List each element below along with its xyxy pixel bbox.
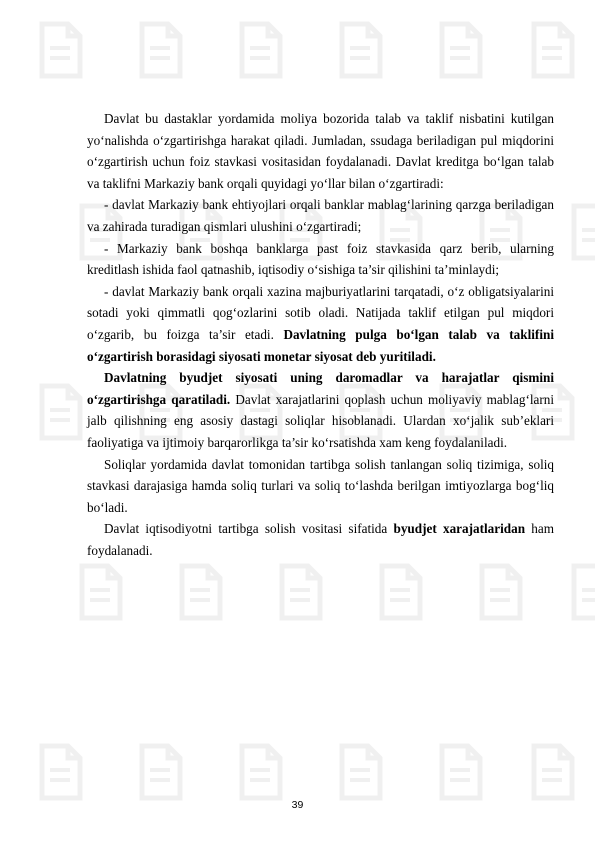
page-number: 39 [291, 799, 304, 811]
paragraph [87, 367, 554, 453]
paragraph [87, 194, 554, 237]
bold-text: byudjet xarajatlaridan [393, 521, 526, 537]
paragraph [87, 454, 554, 519]
document-watermark-icon [28, 380, 92, 444]
text-run: ham foydalanadi. [87, 521, 554, 558]
paragraph [87, 238, 554, 281]
paragraph [87, 108, 554, 194]
document-watermark-icon [428, 740, 492, 804]
document-watermark-icon [368, 560, 432, 624]
text-run: - davlat Markaziy bank ehtiyojlari orqali banklar mablag‘larining qarzga beriladigan va zahirada turadigan qismlari ulushini o‘zgartiradi; [87, 197, 554, 234]
document-watermark-icon [520, 740, 584, 804]
document-watermark-icon [560, 200, 595, 264]
document-watermark-icon [128, 18, 192, 82]
bold-text: Davlatning pulga bo‘lgan talab va taklifini o‘zgartirish borasidagi siyosati monetar siyosat deb yuritiladi. [87, 326, 554, 364]
text-run: Davlat iqtisodiyotni tartibga solish vositasi sifatida [104, 521, 394, 537]
text-run: Davlat bu dastaklar yordamida moliya bozorida talab va taklif nisbatini kutilgan yo‘nalishda o‘zgartirishga harakat qiladi. Jumladan, ssudaga beriladigan pul miqdorini o‘zgartirish uchun foiz stavkasi vositasidan foydalanadi. Davlat kreditga bo‘lgan talab va taklifni Markaziy bank orqali quyidagi yo‘llar bilan o‘zgartiradi: [87, 111, 554, 191]
document-watermark-icon [228, 18, 292, 82]
paragraph [87, 518, 554, 561]
document-watermark-icon [560, 560, 595, 624]
document-watermark-icon [328, 740, 392, 804]
text-run: Davlat xarajatlarini qoplash uchun moliyaviy mablag‘larni jalb qilishning eng asosiy dastagi soliqlar hisoblanadi. Ulardan xo‘jalik sub’eklari faoliyatiga va ijtimoiy barqarorlikga ta’sir ko‘rsatishda xam keng foydalaniladi. [87, 391, 554, 450]
paragraph [87, 281, 554, 367]
text-run: Soliqlar yordamida davlat tomonidan tartibga solish tanlangan soliq tizimiga, soliq stavkasi darajasiga hamda soliq turlari va soliq to‘lashda berilgan imtiyozlarga bog‘liq bo‘ladi. [87, 456, 554, 515]
document-watermark-icon [28, 740, 92, 804]
document-body [87, 108, 554, 561]
document-watermark-icon [168, 560, 232, 624]
bold-text: Davlatning byudjet siyosati uning daromadlar va harajatlar qismini o‘zgartirishga qaratiladi. [87, 370, 554, 407]
document-watermark-icon [520, 18, 584, 82]
document-watermark-icon [128, 740, 192, 804]
text-run: - Markaziy bank boshqa banklarga past foiz stavkasida qarz berib, ularning kreditlash ishida faol qatnashib, iqtisodiy o‘sishiga ta’sir qilishini ta’minlaydi; [87, 240, 554, 278]
text-run: - davlat Markaziy bank orqali xazina majburiyatlarini tarqatadi, o‘z obligatsiyalarini sotadi yoki qimmatli qog‘ozlarini sotib oladi. Natijada taklif etilgan pul miqdori o‘zgarib, bu foizga ta’sir etadi. [87, 283, 554, 342]
document-watermark-icon [68, 560, 132, 624]
document-watermark-icon [268, 560, 332, 624]
document-watermark-icon [28, 18, 92, 82]
document-watermark-icon [328, 18, 392, 82]
document-watermark-icon [468, 560, 532, 624]
document-watermark-icon [228, 740, 292, 804]
document-watermark-icon [428, 18, 492, 82]
